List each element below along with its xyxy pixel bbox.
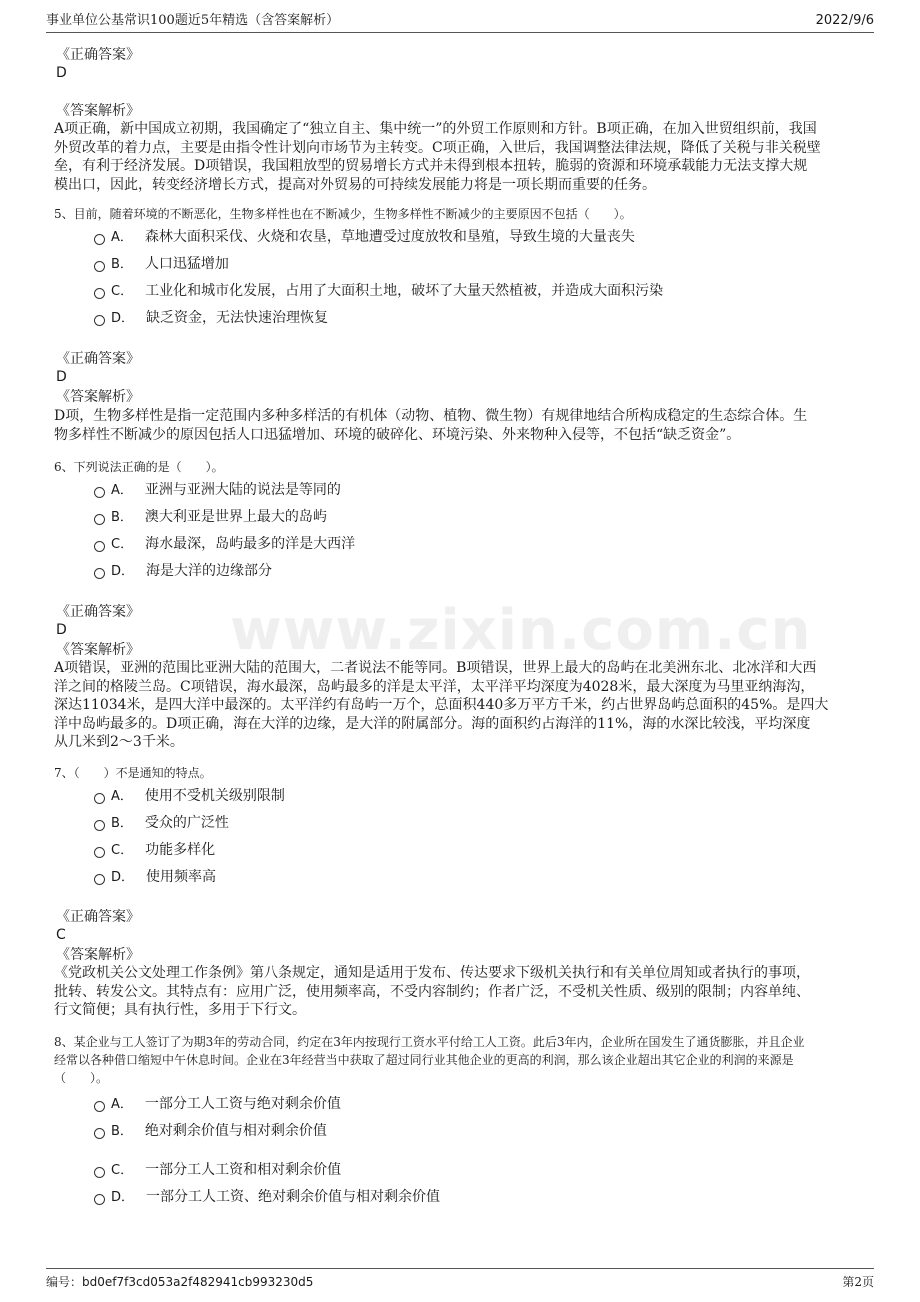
question-line: 经常以各种借口缩短中午休息时间。企业在3年经营当中获取了超过同行业其他企业的更高的利润，那么该企业超出其它企业的利润的来源是 [54,1053,794,1067]
option-letter: A． [111,230,133,245]
option-text: 受众的广泛性 [144,815,229,831]
option-a[interactable] [94,228,635,247]
document-title: 事业单位公基常识100题近5年精选（含答案解析） [46,13,340,28]
option-letter: B． [111,816,133,831]
radio-icon[interactable] [94,874,105,885]
option-c[interactable] [94,282,663,301]
radio-icon[interactable] [94,1167,105,1178]
radio-icon[interactable] [94,487,105,498]
option-d[interactable] [94,868,216,887]
option-text: 海是大洋的边缘部分 [146,563,273,579]
radio-icon[interactable] [94,1194,105,1205]
radio-icon[interactable] [94,261,105,272]
option-text: 海水最深，岛屿最多的洋是大西洋 [145,536,356,552]
option-text: 使用频率高 [146,869,217,885]
analysis-line: 深达11034米，是四大洋中最深的。太平洋约有岛屿一万个，总面积440多万平方千米，约占世界岛屿总面积的45%。是四大 [54,697,829,714]
option-letter: A． [111,1097,133,1112]
question-6: 6、下列说法正确的是（ ）。 [54,460,224,474]
option-text: 一部分工人工资、绝对剩余价值与相对剩余价值 [146,1189,441,1205]
option-d[interactable] [94,1188,440,1207]
analysis-line: 《党政机关公文处理工作条例》第八条规定，通知是适用于发布、传达要求下级机关执行和有关单位周知或者执行的事项， [54,965,810,981]
analysis-line: 行文简便；具有执行性，多用于下行文。 [54,1002,306,1019]
analysis-text [54,659,866,752]
document-date: 2022/9/6 [815,13,874,28]
option-b[interactable] [94,1122,327,1141]
option-a[interactable] [94,787,285,806]
analysis-line: A项错误，亚洲的范围比亚洲大陆的范围大，二者说法不能等同。B项错误，世界上最大的岛屿在北美洲东北、北冰洋和大西 [54,660,817,676]
radio-icon[interactable] [94,234,105,245]
radio-icon[interactable] [94,514,105,525]
option-letter: C． [111,284,134,299]
analysis-label: 《答案解析》 [56,389,140,405]
option-text: 澳大利亚是世界上最大的岛屿 [144,509,327,525]
question-line: （ ）。 [54,1071,109,1085]
option-b[interactable] [94,508,327,527]
option-text: 绝对剩余价值与相对剩余价值 [144,1123,327,1139]
option-letter: D． [111,1190,135,1205]
analysis-line: 外贸改革的着力点，主要是由指令性计划向市场节为主转变。C项正确，入世后，我国调整法律法规，降低了关税与非关税壁 [54,139,821,156]
analysis-label: 《答案解析》 [56,103,140,119]
option-d[interactable] [94,309,328,328]
option-letter: A． [111,483,133,498]
radio-icon[interactable] [94,541,105,552]
question-5: 5、目前，随着环境的不断恶化，生物多样性也在不断减少，生物多样性不断减少的主要原因不包括（ ）。 [54,207,632,221]
option-a[interactable] [94,481,341,500]
option-letter: A． [111,789,133,804]
answer-label: 《正确答案》 [56,351,140,367]
option-text: 工业化和城市化发展，占用了大面积土地，破坏了大量天然植被，并造成大面积污染 [145,283,664,299]
page-number: 第2页 [842,1275,874,1289]
option-c[interactable] [94,535,355,554]
question-8 [54,1033,874,1087]
document-code [46,1271,313,1293]
option-letter: C． [111,537,134,552]
question-line: 8、某企业与工人签订了为期3年的劳动合同，约定在3年内按现行工资水平付给工人工资。此后3年内，企业所在国发生了通货膨胀，并且企业 [54,1035,805,1049]
radio-icon[interactable] [94,288,105,299]
radio-icon[interactable] [94,315,105,326]
option-text: 一部分工人工资与绝对剩余价值 [144,1096,341,1112]
analysis-line: 物多样性不断减少的原因包括人口迅猛增加、环境的破碎化、环境污染、外来物种入侵等，不包括“缺乏资金”。 [54,426,741,443]
option-letter: B． [111,1124,133,1139]
analysis-text [54,407,866,444]
answer-label: 《正确答案》 [56,47,140,63]
analysis-line: D项，生物多样性是指一定范围内多种多样活的有机体（动物、植物、微生物）有规律地结合所构成稳定的生态综合体。生 [54,408,808,424]
option-c[interactable] [94,841,215,860]
option-letter: B． [111,510,133,525]
option-letter: C． [111,843,134,858]
code-label: 编号： [46,1275,83,1289]
code-value: bd0ef7f3cd053a2f482941cb993230d5 [82,1275,314,1289]
option-text: 功能多样化 [145,842,216,858]
analysis-line: 批转、转发公文。其特点有：应用广泛，使用频率高，不受内容制约；作者广泛，不受机关性质、级别的限制；内容单纯、 [54,983,810,1000]
analysis-text [54,964,866,1020]
option-text: 亚洲与亚洲大陆的说法是等同的 [144,482,341,498]
page-footer [46,1268,874,1293]
analysis-line: 洋之间的格陵兰岛。C项错误，海水最深，岛屿最多的洋是太平洋，太平洋平均深度为4028米，最大深度为马里亚纳海沟， [54,678,815,695]
option-letter: B． [111,257,133,272]
radio-icon[interactable] [94,1128,105,1139]
option-c[interactable] [94,1161,341,1180]
option-letter: C． [111,1163,134,1178]
analysis-label: 《答案解析》 [56,642,140,658]
option-b[interactable] [94,814,229,833]
option-text: 人口迅猛增加 [144,256,229,272]
correct-answer: D [56,369,67,385]
watermark: www.zixin.com.cn [230,598,812,663]
analysis-label: 《答案解析》 [56,947,140,963]
option-letter: D． [111,870,135,885]
option-text: 使用不受机关级别限制 [144,788,285,804]
radio-icon[interactable] [94,568,105,579]
radio-icon[interactable] [94,793,105,804]
analysis-line: 垒，有利于经济发展。D项错误，我国粗放型的贸易增长方式并未得到根本扭转，脆弱的资源和环境承载能力无法支撑大规 [54,158,808,175]
page-header [46,12,874,33]
correct-answer: C [56,927,66,943]
answer-label: 《正确答案》 [56,604,140,620]
option-letter: D． [111,564,135,579]
radio-icon[interactable] [94,1101,105,1112]
option-letter: D． [111,311,135,326]
radio-icon[interactable] [94,847,105,858]
analysis-line: 洋中岛屿最多的。D项正确，海在大洋的边缘，是大洋的附属部分。海的面积约占海洋的11%，海的水深比较浅，平均深度 [54,715,811,732]
option-text: 一部分工人工资和相对剩余价值 [145,1162,342,1178]
analysis-line: A项正确，新中国成立初期，我国确定了“独立自主、集中统一”的外贸工作原则和方针。B项正确，在加入世贸组织前，我国 [54,121,817,137]
analysis-line: 从几米到2～3千米。 [54,734,184,751]
analysis-line: 模出口，因此，转变经济增长方式，提高对外贸易的可持续发展能力将是一项长期而重要的任务。 [54,176,656,193]
analysis-text [54,120,866,194]
correct-answer: D [56,622,67,638]
option-d[interactable] [94,562,272,581]
option-b[interactable] [94,255,229,274]
option-a[interactable] [94,1095,341,1114]
correct-answer: D [56,65,67,81]
option-text: 森林大面积采伐、火烧和农垦，草地遭受过度放牧和垦殖，导致生境的大量丧失 [144,229,635,245]
option-text: 缺乏资金，无法快速治理恢复 [146,310,329,326]
question-7: 7、（ ）不是通知的特点。 [54,766,212,780]
radio-icon[interactable] [94,820,105,831]
answer-label: 《正确答案》 [56,909,140,925]
